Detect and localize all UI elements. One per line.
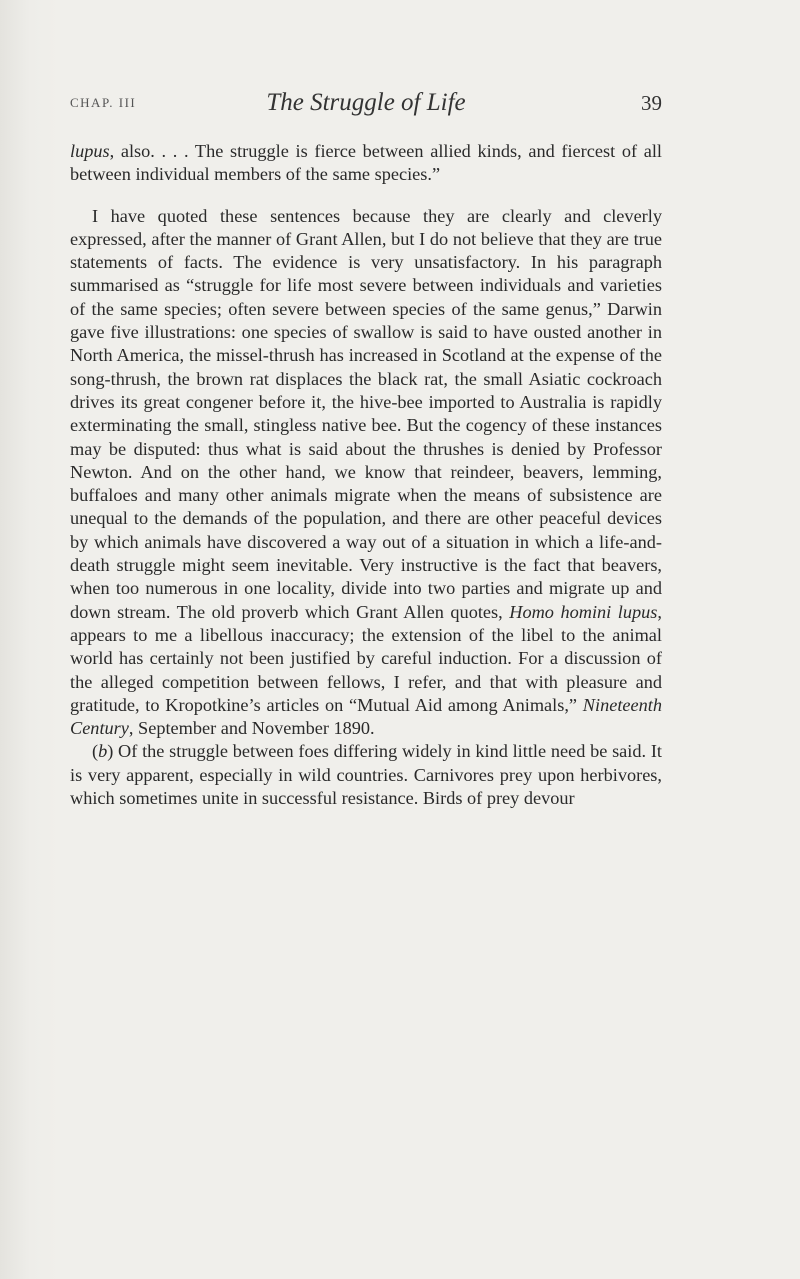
body-text [70, 140, 662, 810]
text-run: , September and November 1890. [128, 718, 375, 739]
paragraph-b [70, 740, 662, 810]
text-run: Homo homini lupus [509, 601, 658, 622]
paragraph-continuation [70, 140, 662, 187]
page-number: 39 [641, 91, 662, 115]
text-run: I have quoted these sentences because they are clearly and cleverly expressed, after the manner of Grant Allen, but I do not believe that they are true statements of facts. The evidence is very unsatisfactory. In his paragraph summarised as “struggle for life most severe between individuals and varieties of the same species; often severe between species of the same genus,” Darwin gave five illustrations: one species of swallow is said to have ousted another in North America, the missel-thrush has increased in Scotland at the expense of the song-thrush, the brown rat displaces the black rat, the small Asiatic cockroach drives its great congener before it, the hive-bee imported to Australia is rapidly exterminating the small, stingless native bee. But the cogency of these instances may be disputed: thus what is said about the thrushes is denied by Professor Newton. And on the other hand, we know that reindeer, beavers, lemming, buffaloes and many other animals migrate when the means of subsistence are unequal to the demands of the population, and there are other peaceful devices by which animals have discovered a way out of a situation in which a life-and-death struggle might seem inevitable. Very instructive is the fact that beavers, when too numerous in one locality, divide into two parties and migrate up and down stream. The old proverb which Grant Allen quotes, [70, 205, 662, 622]
page-header [70, 89, 662, 125]
text-run: b [98, 741, 108, 762]
chapter-label: CHAP. III [70, 95, 137, 110]
text-run: Nineteenth Century [70, 694, 662, 739]
text-run: ( [92, 741, 99, 762]
text-run: ) Of the struggle between foes differing widely in kind little need be said. It is very apparent, especially in wild countries. Carnivores prey upon herbivores, which sometimes unite in successful resistance. Birds of prey devour [70, 741, 662, 809]
text-run: lupus [70, 141, 110, 161]
text-run: , also. . . . The struggle is fierce between allied kinds, and fiercest of all between individual members of the same species.” [70, 141, 662, 185]
running-title: The Struggle of Life [266, 89, 466, 116]
paragraph-main [70, 205, 662, 741]
text-run: , appears to me a libellous inaccuracy; the extension of the libel to the animal world has certainly not been justified by careful induction. For a discussion of the alleged competition between fellows, I refer, and that with pleasure and gratitude, to Kropotkine’s articles on “Mutual Aid among Animals,” [70, 601, 662, 715]
